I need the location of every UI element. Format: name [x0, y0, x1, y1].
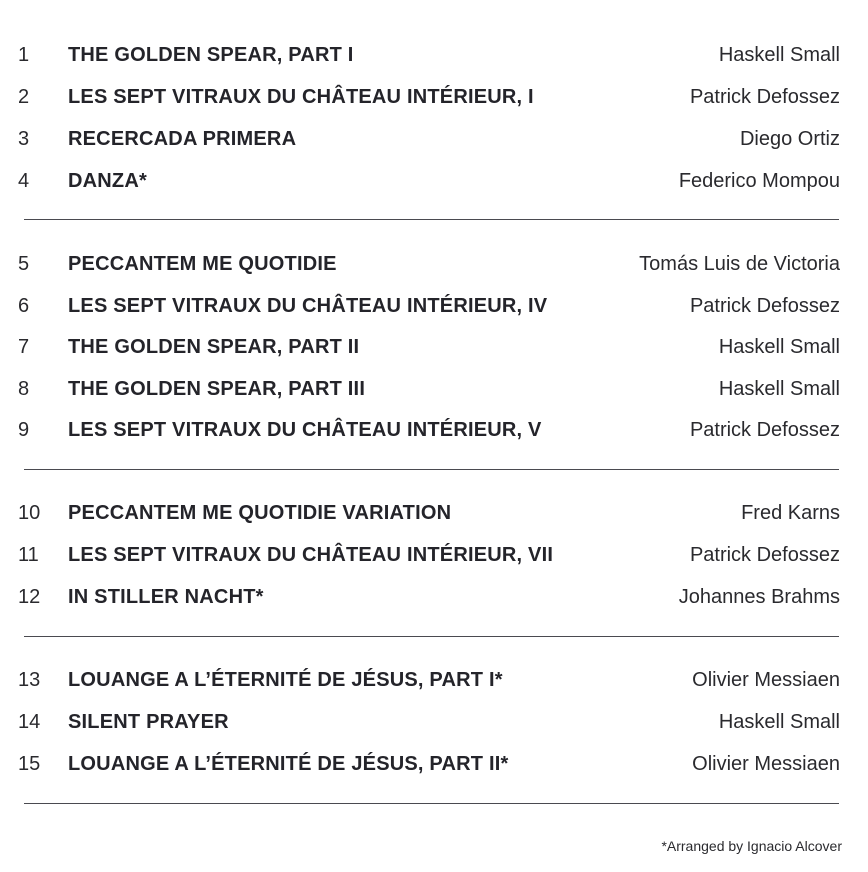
track-composer: Federico Mompou [678, 170, 840, 192]
track-number: 4 [18, 170, 30, 192]
track-composer: Diego Ortiz [739, 128, 840, 150]
track-title: THE GOLDEN SPEAR, PART III [68, 377, 366, 400]
track-title: SILENT PRAYER [68, 711, 229, 733]
track-row [0, 249, 868, 279]
track-row [0, 665, 868, 695]
section-divider [24, 803, 839, 804]
track-number: 1 [18, 44, 30, 66]
track-composer: Haskell Small [718, 336, 840, 358]
track-row [0, 415, 868, 445]
track-title: DANZA* [68, 170, 147, 192]
track-title: RECERCADA PRIMERA [68, 128, 297, 150]
track-composer: Patrick Defossez [689, 419, 840, 441]
track-number: 11 [18, 544, 39, 566]
track-number: 10 [18, 502, 41, 524]
track-title: PECCANTEM ME QUOTIDIE VARIATION [68, 502, 452, 524]
track-number: 5 [18, 253, 30, 275]
track-title: PECCANTEM ME QUOTIDIE [68, 253, 337, 275]
track-row [0, 582, 868, 612]
track-composer: Olivier Messiaen [692, 669, 840, 691]
track-title: LES SEPT VITRAUX DU CHÂTEAU INTÉRIEUR, VII [68, 544, 554, 566]
track-composer: Haskell Small [718, 711, 840, 733]
track-row [0, 124, 868, 154]
track-number: 6 [18, 294, 30, 317]
track-number: 13 [18, 669, 41, 691]
track-composer: Haskell Small [718, 44, 840, 66]
arrangement-footnote: *Arranged by Ignacio Alcover [661, 838, 842, 854]
track-number: 8 [18, 377, 30, 400]
track-composer: Johannes Brahms [678, 586, 840, 608]
section-divider [24, 636, 839, 637]
track-number: 14 [18, 711, 41, 733]
track-number: 2 [18, 86, 30, 108]
track-number: 3 [18, 128, 30, 150]
track-row [0, 332, 868, 362]
track-composer: Patrick Defossez [689, 544, 840, 566]
track-title: LES SEPT VITRAUX DU CHÂTEAU INTÉRIEUR, V [68, 419, 542, 441]
track-composer: Fred Karns [741, 502, 840, 524]
track-row [0, 498, 868, 528]
track-title: IN STILLER NACHT* [68, 586, 264, 608]
track-title: THE GOLDEN SPEAR, PART I [68, 44, 354, 66]
track-number: 7 [18, 336, 30, 358]
track-number: 12 [18, 586, 41, 608]
track-title: LES SEPT VITRAUX DU CHÂTEAU INTÉRIEUR, IV [68, 294, 548, 317]
track-row [0, 707, 868, 737]
track-row [0, 374, 868, 404]
track-title: LOUANGE A L’ÉTERNITÉ DE JÉSUS, PART I* [68, 669, 503, 691]
track-row [0, 82, 868, 112]
section-divider [24, 219, 839, 220]
track-title: THE GOLDEN SPEAR, PART II [68, 336, 360, 358]
track-title: LES SEPT VITRAUX DU CHÂTEAU INTÉRIEUR, I [68, 86, 534, 108]
track-title: LOUANGE A L’ÉTERNITÉ DE JÉSUS, PART II* [68, 753, 509, 775]
track-number: 9 [18, 419, 30, 441]
track-row [0, 540, 868, 570]
track-row [0, 291, 868, 321]
track-composer: Patrick Defossez [689, 294, 840, 317]
section-divider [24, 469, 839, 470]
track-composer: Haskell Small [718, 377, 840, 400]
track-row [0, 749, 868, 779]
track-composer: Olivier Messiaen [692, 753, 840, 775]
track-number: 15 [18, 753, 41, 775]
track-row [0, 40, 868, 70]
track-composer: Tomás Luis de Victoria [639, 253, 840, 275]
track-row [0, 166, 868, 196]
track-composer: Patrick Defossez [689, 86, 840, 108]
